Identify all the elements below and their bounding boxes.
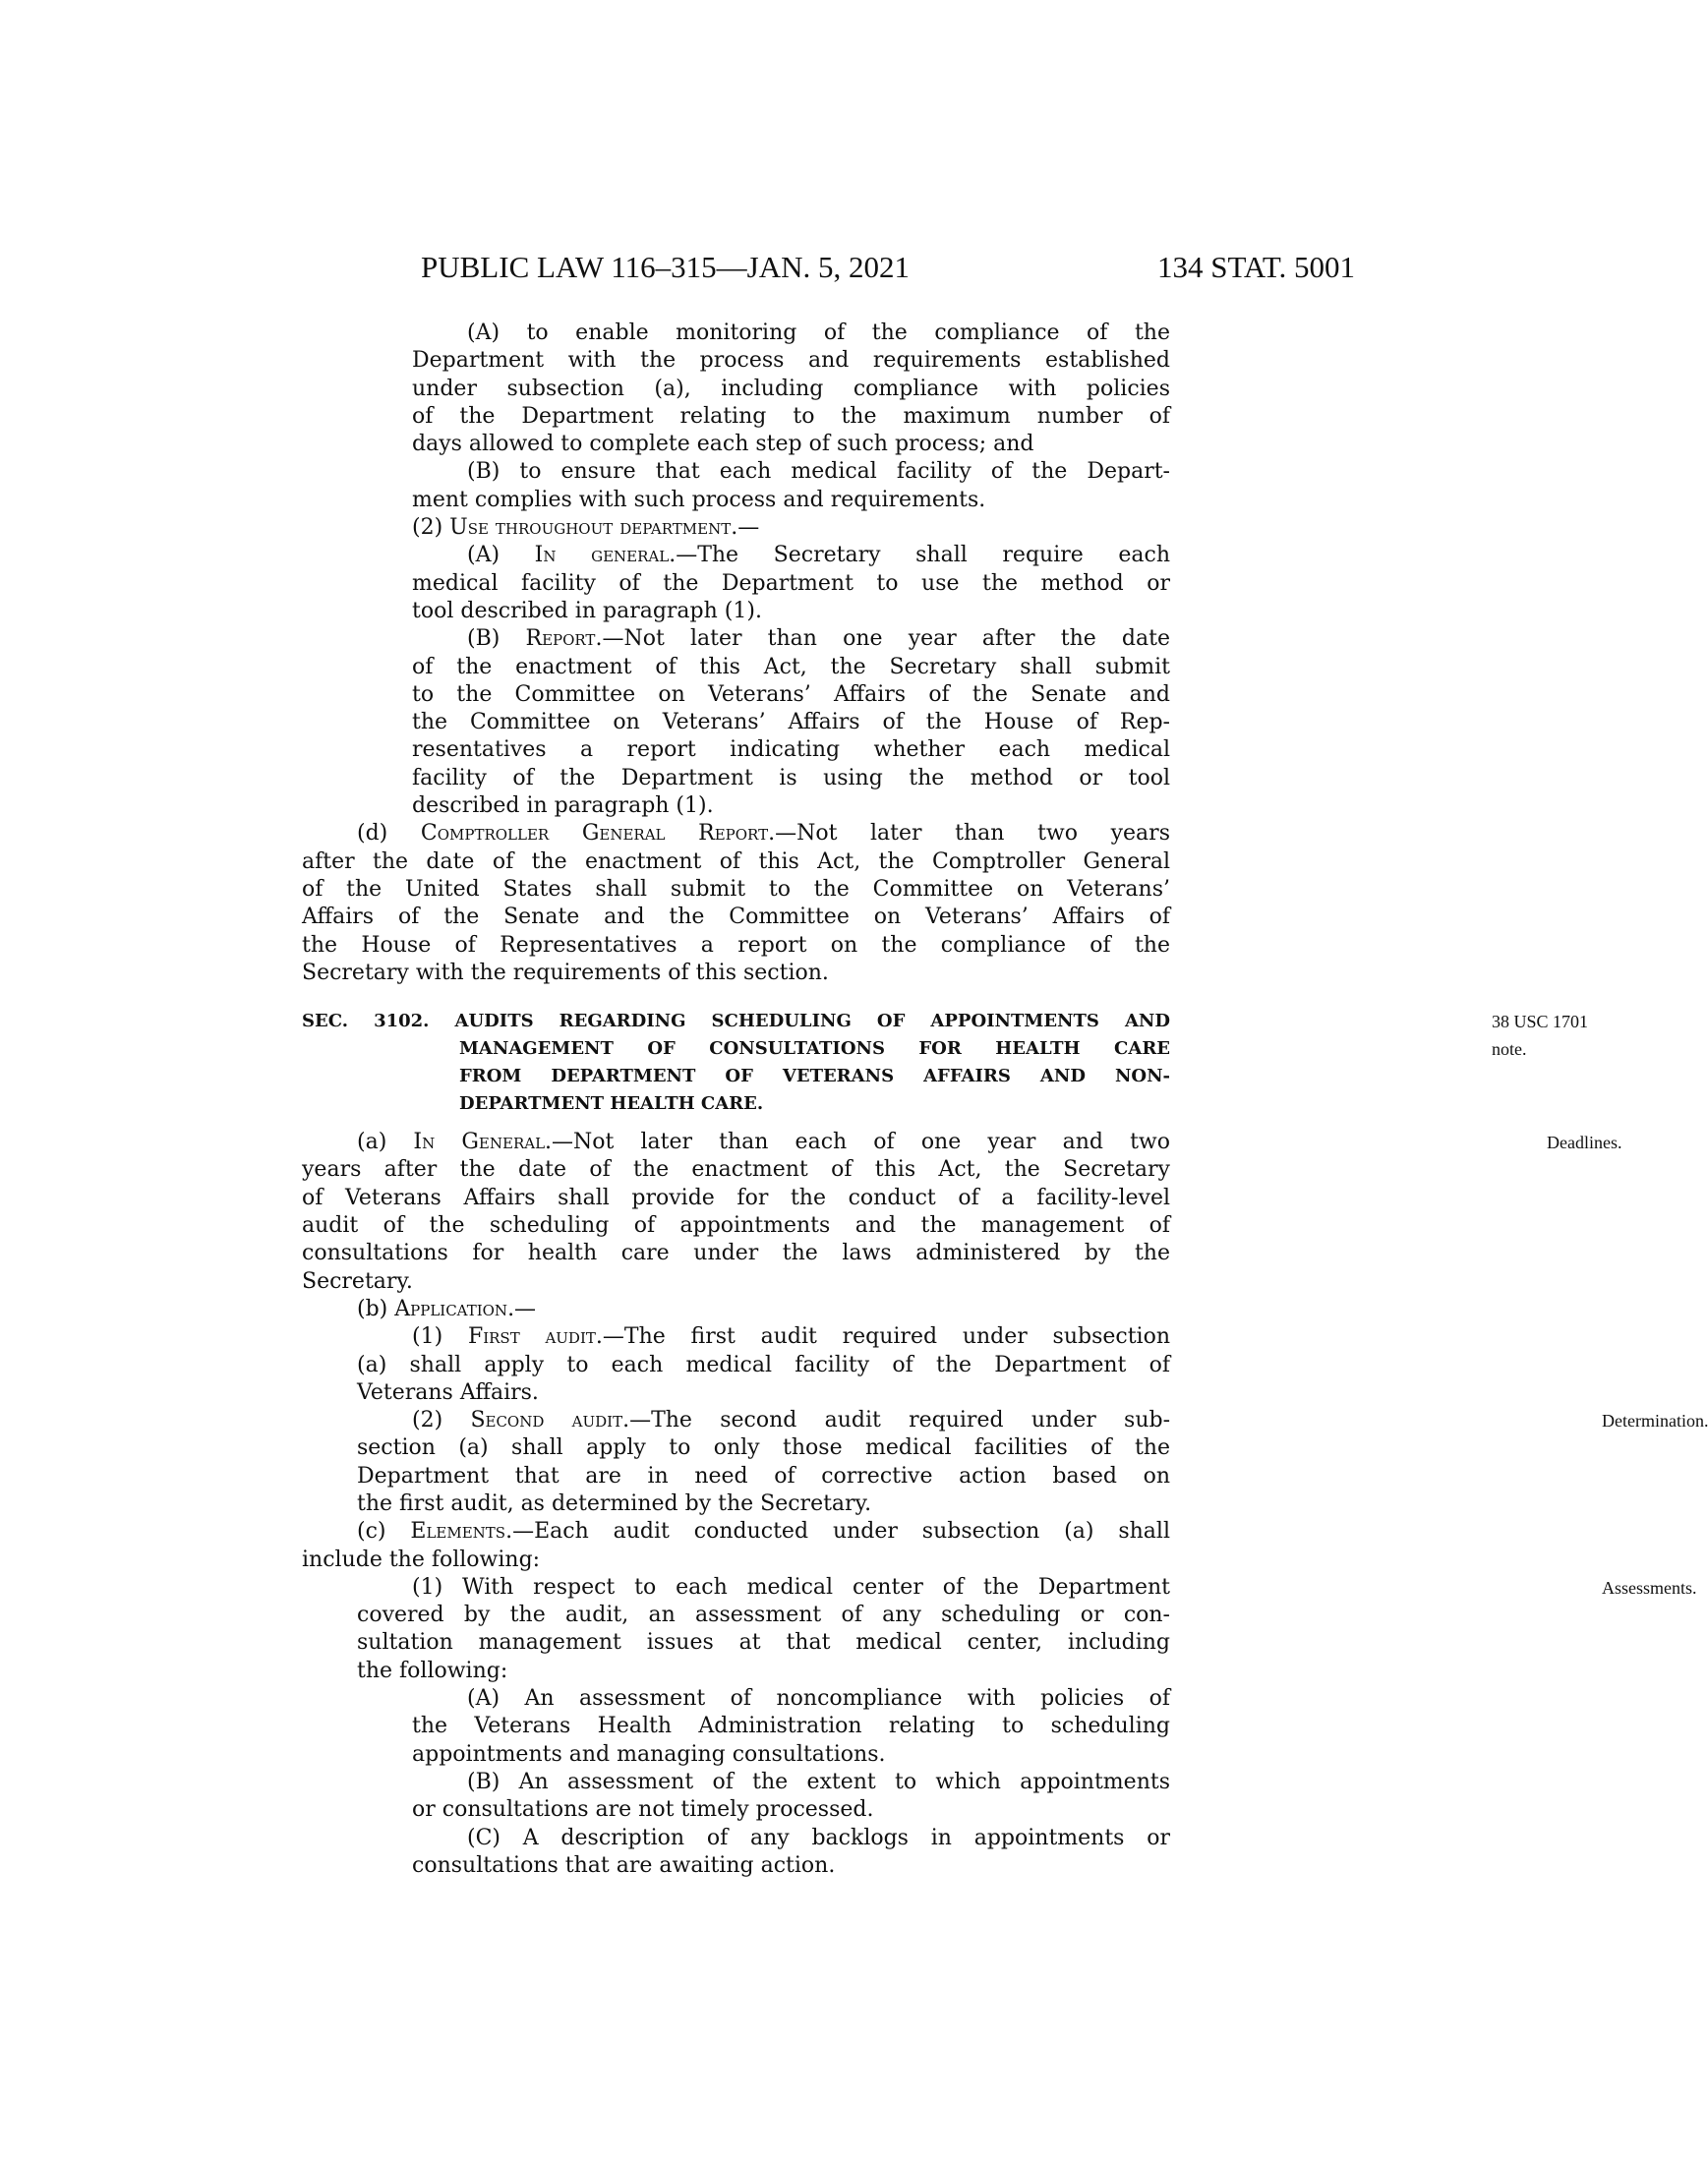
text-line: [302, 1185, 1170, 1212]
text-line: [357, 1602, 1170, 1629]
text-line: [467, 542, 1170, 569]
paragraph: [0, 1296, 1672, 1323]
text-line: [467, 458, 1170, 486]
text-line: [357, 1379, 1170, 1407]
text-run: covered by the audit, an assessment of any scheduling or con-: [357, 1603, 1170, 1628]
text-line: [412, 765, 1170, 792]
text-run: .—: [731, 515, 760, 541]
text-run: Veterans Affairs.: [357, 1379, 539, 1405]
paragraph-heading: Elements: [410, 1519, 506, 1545]
text-run: (A): [467, 543, 535, 568]
text-line: [412, 1574, 1697, 1602]
paragraph: [0, 514, 1672, 542]
text-line: [302, 1547, 1170, 1574]
paragraph-heading: Comptroller General Report: [420, 821, 769, 847]
text-run: .—Each audit conducted under subsection (a) shall: [505, 1519, 1170, 1545]
paragraph-heading: Use throughout department: [449, 515, 732, 541]
paragraph: [0, 1825, 1672, 1881]
text-line: [467, 1685, 1170, 1713]
text-run: of the Department relating to the maximum number of: [412, 403, 1170, 429]
paragraph: [0, 1407, 1708, 1518]
statute-page-number: 134 STAT. 5001: [1156, 250, 1355, 284]
paragraph: [0, 320, 1672, 458]
text-line: [302, 932, 1170, 960]
text-line: [412, 403, 1170, 431]
text-run: or consultations are not timely processed.: [412, 1797, 874, 1823]
text-run: the following:: [357, 1658, 508, 1683]
text-run: include the following:: [302, 1547, 541, 1572]
paragraph-heading: In general: [534, 543, 670, 568]
text-line: [412, 1852, 1170, 1880]
text-line: [357, 1629, 1170, 1657]
heading-line: FROM DEPARTMENT OF VETERANS AFFAIRS AND NON-: [459, 1066, 1170, 1087]
text-line: [357, 1463, 1170, 1491]
text-run: ment complies with such process and requirements.: [412, 487, 986, 512]
text-run: of the enactment of this Act, the Secretary shall submit: [412, 654, 1170, 679]
text-line: [302, 876, 1170, 904]
text-run: Department that are in need of corrective action based on: [357, 1463, 1170, 1489]
heading-line: MANAGEMENT OF CONSULTATIONS FOR HEALTH CARE: [459, 1038, 1170, 1060]
paragraph: [0, 1129, 1672, 1296]
text-line: [357, 1129, 1622, 1156]
text-line: [302, 1240, 1170, 1267]
text-line: [412, 514, 1170, 542]
text-line: [412, 1713, 1170, 1740]
text-run: .—The first audit required under subsection: [595, 1324, 1170, 1350]
paragraph: [0, 625, 1672, 820]
text-run: .—: [507, 1296, 537, 1321]
text-run: (a) shall apply to each medical facility of the Department of: [357, 1352, 1170, 1377]
document-body: [0, 320, 1708, 1880]
text-line: [357, 1518, 1170, 1546]
margin-note: Deadlines.: [1547, 1133, 1622, 1153]
paragraph: [0, 1574, 1697, 1685]
paragraph: [0, 1518, 1672, 1574]
text-run: described in paragraph (1).: [412, 793, 714, 819]
text-run: medical facility of the Department to use the method or: [412, 570, 1170, 596]
heading-line: SEC. 3102. AUDITS REGARDING SCHEDULING OF APPOINTMENTS AND 38 USC 1701 note.: [302, 1008, 1170, 1035]
text-line: [412, 654, 1170, 681]
text-run: (B) An assessment of the extent to which appointments: [467, 1769, 1170, 1794]
text-line: [302, 1156, 1170, 1184]
text-line: [357, 1658, 1170, 1685]
text-run: (2): [412, 515, 450, 541]
text-run: (1) With respect to each medical center of the Department: [412, 1574, 1170, 1600]
text-line: [302, 848, 1170, 876]
text-line: [412, 736, 1170, 764]
text-line: [412, 431, 1170, 458]
paragraph: [0, 1685, 1672, 1769]
text-run: the Veterans Health Administration relating to scheduling: [412, 1714, 1170, 1739]
text-run: (C) A description of any backlogs in appointments or: [467, 1825, 1170, 1850]
margin-note: Determination.: [1602, 1411, 1708, 1432]
text-run: (a): [357, 1130, 414, 1155]
margin-note-citation-suffix: note.: [1492, 1039, 1527, 1060]
text-line: [412, 347, 1170, 375]
text-run: the first audit, as determined by the Secretary.: [357, 1491, 872, 1516]
text-run: days allowed to complete each step of such process; and: [412, 432, 1034, 457]
paragraph: [0, 1323, 1672, 1407]
text-line: [467, 1769, 1170, 1796]
text-run: consultations for health care under the laws administered by the: [302, 1241, 1170, 1266]
margin-note: Assessments.: [1602, 1577, 1697, 1598]
text-run: resentatives a report indicating whether each medical: [412, 737, 1170, 763]
paragraph-heading: First audit: [467, 1324, 596, 1350]
text-run: (B): [467, 626, 526, 652]
text-run: .—Not later than one year after the date: [595, 626, 1170, 652]
text-run: (d): [357, 821, 421, 847]
text-line: [357, 1352, 1170, 1379]
text-run: of Veterans Affairs shall provide for the conduct of a facility-level: [302, 1185, 1170, 1210]
text-run: Department with the process and requirements established: [412, 348, 1170, 374]
section-3102-body: [0, 1129, 1708, 1880]
text-run: (b): [357, 1296, 395, 1321]
text-line: [412, 709, 1170, 736]
text-run: (c): [357, 1519, 411, 1545]
paragraph: [0, 820, 1672, 987]
text-run: consultations that are awaiting action.: [412, 1852, 836, 1878]
text-run: of the United States shall submit to the Committee on Veterans’: [302, 876, 1170, 902]
text-line: [357, 1434, 1170, 1462]
text-run: appointments and managing consultations.: [412, 1741, 886, 1767]
text-line: [412, 570, 1170, 598]
text-line: [412, 1407, 1708, 1434]
text-line: [357, 1296, 1170, 1323]
text-line: [302, 1212, 1170, 1240]
text-run: Affairs of the Senate and the Committee on Veterans’ Affairs of: [302, 905, 1170, 930]
text-run: after the date of the enactment of this Act, the Comptroller General: [302, 848, 1170, 874]
text-run: the House of Representatives a report on the compliance of the: [302, 932, 1170, 958]
text-line: [302, 960, 1170, 987]
text-line: [467, 625, 1170, 653]
heading-line: DEPARTMENT HEALTH CARE.: [459, 1093, 764, 1115]
text-line: [467, 1825, 1170, 1852]
running-header-title: PUBLIC LAW 116–315—JAN. 5, 2021: [421, 250, 910, 284]
text-run: section (a) shall apply to only those medical facilities of the: [357, 1435, 1170, 1461]
text-run: .—Not later than two years: [768, 821, 1170, 847]
text-run: (A) An assessment of noncompliance with policies of: [467, 1686, 1170, 1712]
paragraph: [0, 1769, 1672, 1825]
text-run: audit of the scheduling of appointments and the management of: [302, 1213, 1170, 1239]
text-run: .—The second audit required under sub-: [622, 1408, 1171, 1433]
text-run: (A) to enable monitoring of the compliance of the: [467, 321, 1170, 345]
text-line: [412, 376, 1170, 403]
text-run: (1): [412, 1324, 468, 1350]
text-line: [302, 1268, 1170, 1296]
paragraph: [0, 542, 1672, 625]
section-heading: [0, 1008, 1672, 1118]
text-line: [357, 1491, 1170, 1518]
text-run: facility of the Department is using the method or tool: [412, 765, 1170, 790]
text-line: [412, 598, 1170, 625]
text-run: .—The Secretary shall require each: [669, 543, 1171, 568]
text-run: Secretary with the requirements of this section.: [302, 960, 829, 985]
text-line: [412, 1796, 1170, 1824]
text-line: [412, 487, 1170, 514]
text-run: (B) to ensure that each medical facility of the Depart-: [467, 459, 1170, 485]
text-line: [412, 1741, 1170, 1769]
text-line: [357, 820, 1170, 848]
text-line: [412, 792, 1170, 820]
text-line: [467, 320, 1170, 347]
text-line: [412, 1323, 1170, 1351]
paragraph-heading: Application: [394, 1296, 508, 1321]
text-run: (2): [412, 1408, 471, 1433]
text-run: .—Not later than each of one year and two: [545, 1130, 1170, 1155]
text-run: tool described in paragraph (1).: [412, 598, 762, 623]
margin-note-citation: 38 USC 1701: [1492, 1012, 1589, 1032]
paragraph: [0, 458, 1672, 514]
text-run: to the Committee on Veterans’ Affairs of the Senate and: [412, 681, 1170, 707]
paragraph-heading: Second audit: [470, 1408, 623, 1433]
text-run: Secretary.: [302, 1268, 413, 1294]
text-run: sultation management issues at that medical center, including: [357, 1630, 1170, 1656]
paragraph-heading: Report: [525, 626, 596, 652]
paragraph-heading: In General: [413, 1130, 546, 1155]
section-continuation: [0, 320, 1672, 987]
text-line: [302, 904, 1170, 931]
text-line: [412, 681, 1170, 709]
text-run: under subsection (a), including compliance with policies: [412, 376, 1170, 401]
text-run: the Committee on Veterans’ Affairs of the House of Rep-: [412, 710, 1170, 735]
text-run: years after the date of the enactment of this Act, the Secretary: [302, 1157, 1170, 1183]
